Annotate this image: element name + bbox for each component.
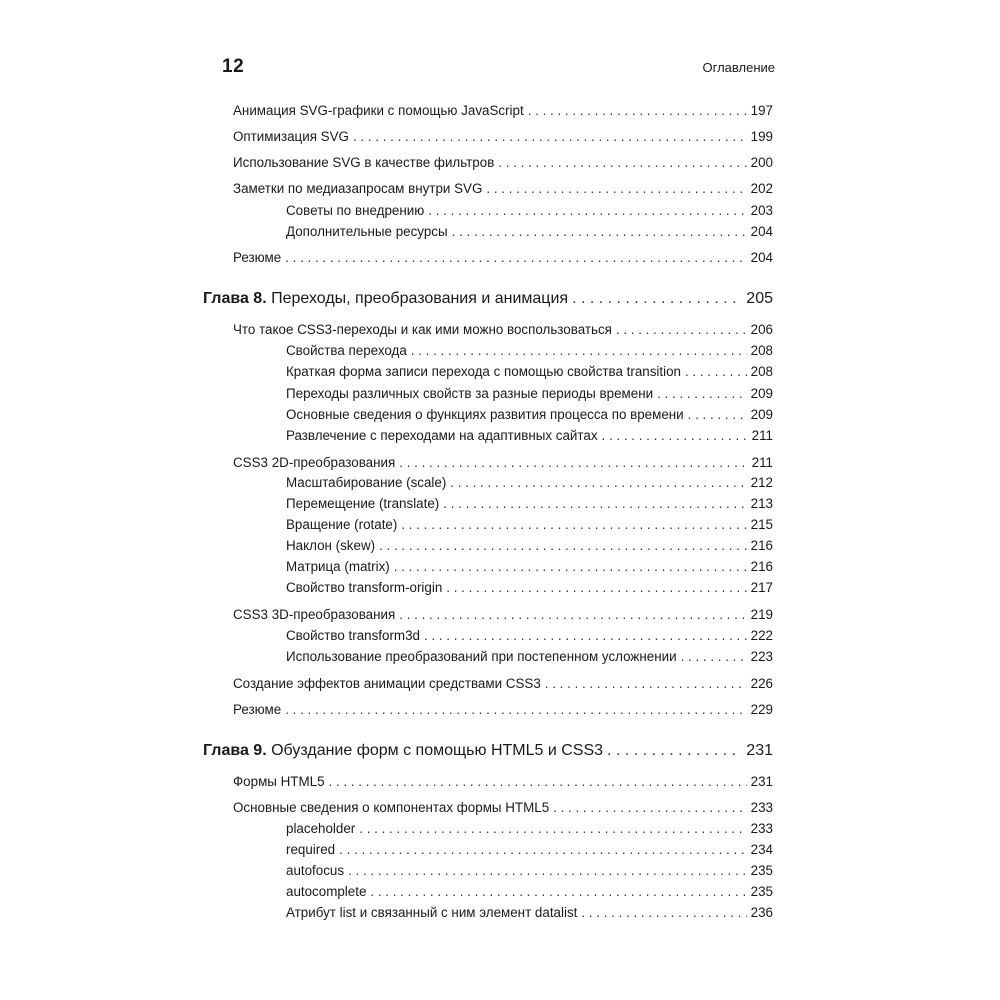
toc-entry-title: Резюме <box>233 702 282 717</box>
toc-entry-page: 212 <box>750 475 773 490</box>
toc-entry <box>286 559 773 574</box>
toc-entry <box>286 407 773 422</box>
dot-leader <box>285 702 746 717</box>
toc-entry-label <box>286 343 407 358</box>
dot-leader <box>553 800 747 815</box>
toc-entry-page: 235 <box>750 863 773 878</box>
toc-entry-label <box>286 842 335 857</box>
toc-entry <box>233 607 773 622</box>
toc-entry-label <box>286 538 375 553</box>
toc-entry-title: Оптимизация SVG <box>233 129 349 144</box>
toc-entry-page: 197 <box>750 103 773 118</box>
toc-chapter-entry <box>203 742 773 760</box>
toc-entry <box>286 905 773 920</box>
dot-leader <box>486 181 746 196</box>
toc-entry-label <box>286 905 577 920</box>
toc-entry-page: 208 <box>750 364 773 379</box>
toc-entry-page: 217 <box>750 580 773 595</box>
dot-leader <box>528 103 747 118</box>
toc-entry <box>286 496 773 511</box>
dot-leader <box>572 290 742 308</box>
toc-entry <box>286 364 773 379</box>
toc-chapter-entry <box>203 290 773 308</box>
toc-entry-page: 219 <box>750 607 773 622</box>
toc-entry-label <box>286 475 446 490</box>
toc-entry-title: Использование преобразований при постепенном усложнении <box>286 649 677 664</box>
toc-entry-title: autocomplete <box>286 884 367 899</box>
toc-entry-title: Создание эффектов анимации средствами CSS3 <box>233 676 541 691</box>
toc-entry-page: 200 <box>750 155 773 170</box>
toc-entry <box>233 250 773 265</box>
toc-entry-label <box>203 290 568 308</box>
toc-entry-label <box>286 386 653 401</box>
toc-entry-title: Свойства перехода <box>286 343 407 358</box>
toc-entry <box>286 428 773 443</box>
toc-entry-page: 203 <box>750 203 773 218</box>
toc-entry-label <box>233 250 281 265</box>
toc-entry-label <box>233 181 482 196</box>
toc-entry-title: Наклон (skew) <box>286 538 376 553</box>
toc-entry-page: 222 <box>750 628 773 643</box>
toc-entry-title: placeholder <box>286 821 356 836</box>
dot-leader <box>428 203 746 218</box>
toc-entry <box>286 842 773 857</box>
dot-leader <box>452 224 747 239</box>
toc-entry-page: 236 <box>750 905 773 920</box>
toc-entry-label <box>286 884 366 899</box>
toc-entry-label <box>286 517 397 532</box>
toc-entry-title: CSS3 2D-преобразования <box>233 455 396 470</box>
toc-entry-label <box>233 322 612 337</box>
dot-leader <box>602 428 748 443</box>
toc-entry <box>233 800 773 815</box>
toc-entry-title: Основные сведения о функциях развития процесса по времени <box>286 407 684 422</box>
dot-leader <box>581 905 746 920</box>
toc-entry-page: 205 <box>746 290 773 307</box>
dot-leader <box>498 155 746 170</box>
toc-entry-title: Свойство transform3d <box>286 628 420 643</box>
toc-entry-title: Масштабирование (scale) <box>286 475 447 490</box>
toc-entry <box>286 863 773 878</box>
dot-leader <box>443 496 746 511</box>
dot-leader <box>446 580 746 595</box>
toc-entry-title: required <box>286 842 336 857</box>
page-number: 12 <box>222 56 245 77</box>
toc-entry-page: 202 <box>750 181 773 196</box>
toc-entry-page: 233 <box>750 821 773 836</box>
toc-entry-page: 204 <box>750 224 773 239</box>
toc-entry <box>233 155 773 170</box>
dot-leader <box>545 676 747 691</box>
toc-entry <box>286 343 773 358</box>
toc-entry-title: Переходы, преобразования и анимация <box>271 290 569 307</box>
toc-entry-label <box>233 455 395 470</box>
toc-entry-label <box>233 774 325 789</box>
toc-entry-page: 211 <box>751 455 773 470</box>
toc-entry-label <box>233 155 494 170</box>
toc-entry <box>233 676 773 691</box>
toc-entry <box>286 580 773 595</box>
toc-entry-label <box>286 628 420 643</box>
toc-entry <box>286 386 773 401</box>
toc-entry-label <box>286 559 390 574</box>
toc-entry-title: Советы по внедрению <box>286 203 425 218</box>
dot-leader <box>353 129 747 144</box>
toc-entry-page: 231 <box>750 774 773 789</box>
toc-entry <box>286 517 773 532</box>
dot-leader <box>450 475 746 490</box>
dot-leader <box>370 884 746 899</box>
dot-leader <box>379 538 747 553</box>
toc-entry-title: Заметки по медиазапросам внутри SVG <box>233 181 483 196</box>
toc-entry-page: 229 <box>750 702 773 717</box>
toc-entry-page: 209 <box>750 386 773 401</box>
toc-entry-label <box>233 129 349 144</box>
toc-entry-title: Что такое CSS3-переходы и как ими можно воспользоваться <box>233 322 612 337</box>
toc-entry-page: 223 <box>750 649 773 664</box>
dot-leader <box>285 250 746 265</box>
toc-entry <box>286 538 773 553</box>
toc-entry-page: 226 <box>750 676 773 691</box>
chapter-number: Глава 9. <box>203 742 267 759</box>
chapter-number: Глава 8. <box>203 290 267 307</box>
dot-leader <box>688 407 747 422</box>
dot-leader <box>681 649 747 664</box>
toc-entry-title: Перемещение (translate) <box>286 496 440 511</box>
toc-entry-title: Атрибут list и связанный с ним элемент datalist <box>286 905 578 920</box>
toc-entry-label <box>203 742 603 760</box>
toc-entry-page: 199 <box>750 129 773 144</box>
toc-entry-title: Дополнительные ресурсы <box>286 224 448 239</box>
dot-leader <box>616 322 747 337</box>
toc-entry <box>286 884 773 899</box>
dot-leader <box>394 559 747 574</box>
running-head: Оглавление <box>702 60 775 75</box>
toc-entry-page: 216 <box>750 559 773 574</box>
toc-entry-label <box>233 103 524 118</box>
toc-entry <box>286 203 773 218</box>
toc-entry-title: Развлечение с переходами на адаптивных сайтах <box>286 428 598 443</box>
dot-leader <box>348 863 747 878</box>
toc-entry-page: 211 <box>751 428 773 443</box>
toc-entry-title: Краткая форма записи перехода с помощью свойства transition <box>286 364 681 379</box>
toc-entry-label <box>286 364 681 379</box>
toc-entry-label <box>286 203 424 218</box>
toc-entry-label <box>286 863 344 878</box>
toc-entry-label <box>286 407 684 422</box>
toc-entry-label <box>286 428 598 443</box>
toc-entry-page: 204 <box>750 250 773 265</box>
dot-leader <box>359 821 746 836</box>
toc-entry-title: autofocus <box>286 863 345 878</box>
dot-leader <box>424 628 747 643</box>
dot-leader <box>401 517 746 532</box>
dot-leader <box>685 364 747 379</box>
dot-leader <box>657 386 747 401</box>
toc-entry-label <box>286 224 448 239</box>
toc-entry <box>233 103 773 118</box>
toc-entry-label <box>286 496 439 511</box>
toc-entry-label <box>233 607 395 622</box>
toc-entry-title: Свойство transform-origin <box>286 580 443 595</box>
toc-entry-title: Анимация SVG-графики с помощью JavaScript <box>233 103 524 118</box>
toc-entry-title: Матрица (matrix) <box>286 559 390 574</box>
toc-entry <box>233 129 773 144</box>
toc-entry-label <box>233 702 281 717</box>
toc-entry <box>233 774 773 789</box>
toc-entry-page: 231 <box>746 742 773 759</box>
dot-leader <box>411 343 747 358</box>
toc-entry-title: Основные сведения о компонентах формы HTML5 <box>233 800 550 815</box>
toc-entry-label <box>286 821 355 836</box>
toc-entry-page: 206 <box>750 322 773 337</box>
toc-entry-label <box>233 800 549 815</box>
toc-entry <box>233 455 773 470</box>
toc-entry-page: 234 <box>750 842 773 857</box>
toc-entry <box>286 224 773 239</box>
toc-entry-label <box>286 649 677 664</box>
dot-leader <box>399 455 747 470</box>
toc-entry-label <box>233 676 541 691</box>
toc-entry-page: 233 <box>750 800 773 815</box>
toc-entry-title: Формы HTML5 <box>233 774 325 789</box>
toc-entry-page: 209 <box>750 407 773 422</box>
dot-leader <box>607 742 742 760</box>
toc-entry-title: Использование SVG в качестве фильтров <box>233 155 495 170</box>
toc-entry <box>286 628 773 643</box>
toc-entry-page: 215 <box>750 517 773 532</box>
toc-entry <box>233 322 773 337</box>
toc-entry <box>286 475 773 490</box>
toc-entry-title: Обуздание форм с помощью HTML5 и CSS3 <box>271 742 604 759</box>
toc-entry-page: 208 <box>750 343 773 358</box>
toc-entry-label <box>286 580 442 595</box>
dot-leader <box>399 607 746 622</box>
toc-entry <box>286 649 773 664</box>
toc-entry-title: Вращение (rotate) <box>286 517 398 532</box>
toc-entry-page: 235 <box>750 884 773 899</box>
toc-entry <box>233 702 773 717</box>
toc-entry <box>233 181 773 196</box>
toc-entry-page: 216 <box>750 538 773 553</box>
toc-entry-page: 213 <box>750 496 773 511</box>
toc-entry-title: Переходы различных свойств за разные периоды времени <box>286 386 654 401</box>
dot-leader <box>329 774 747 789</box>
toc-entry <box>286 821 773 836</box>
toc-entry-title: CSS3 3D-преобразования <box>233 607 396 622</box>
toc-entry-title: Резюме <box>233 250 282 265</box>
dot-leader <box>339 842 747 857</box>
